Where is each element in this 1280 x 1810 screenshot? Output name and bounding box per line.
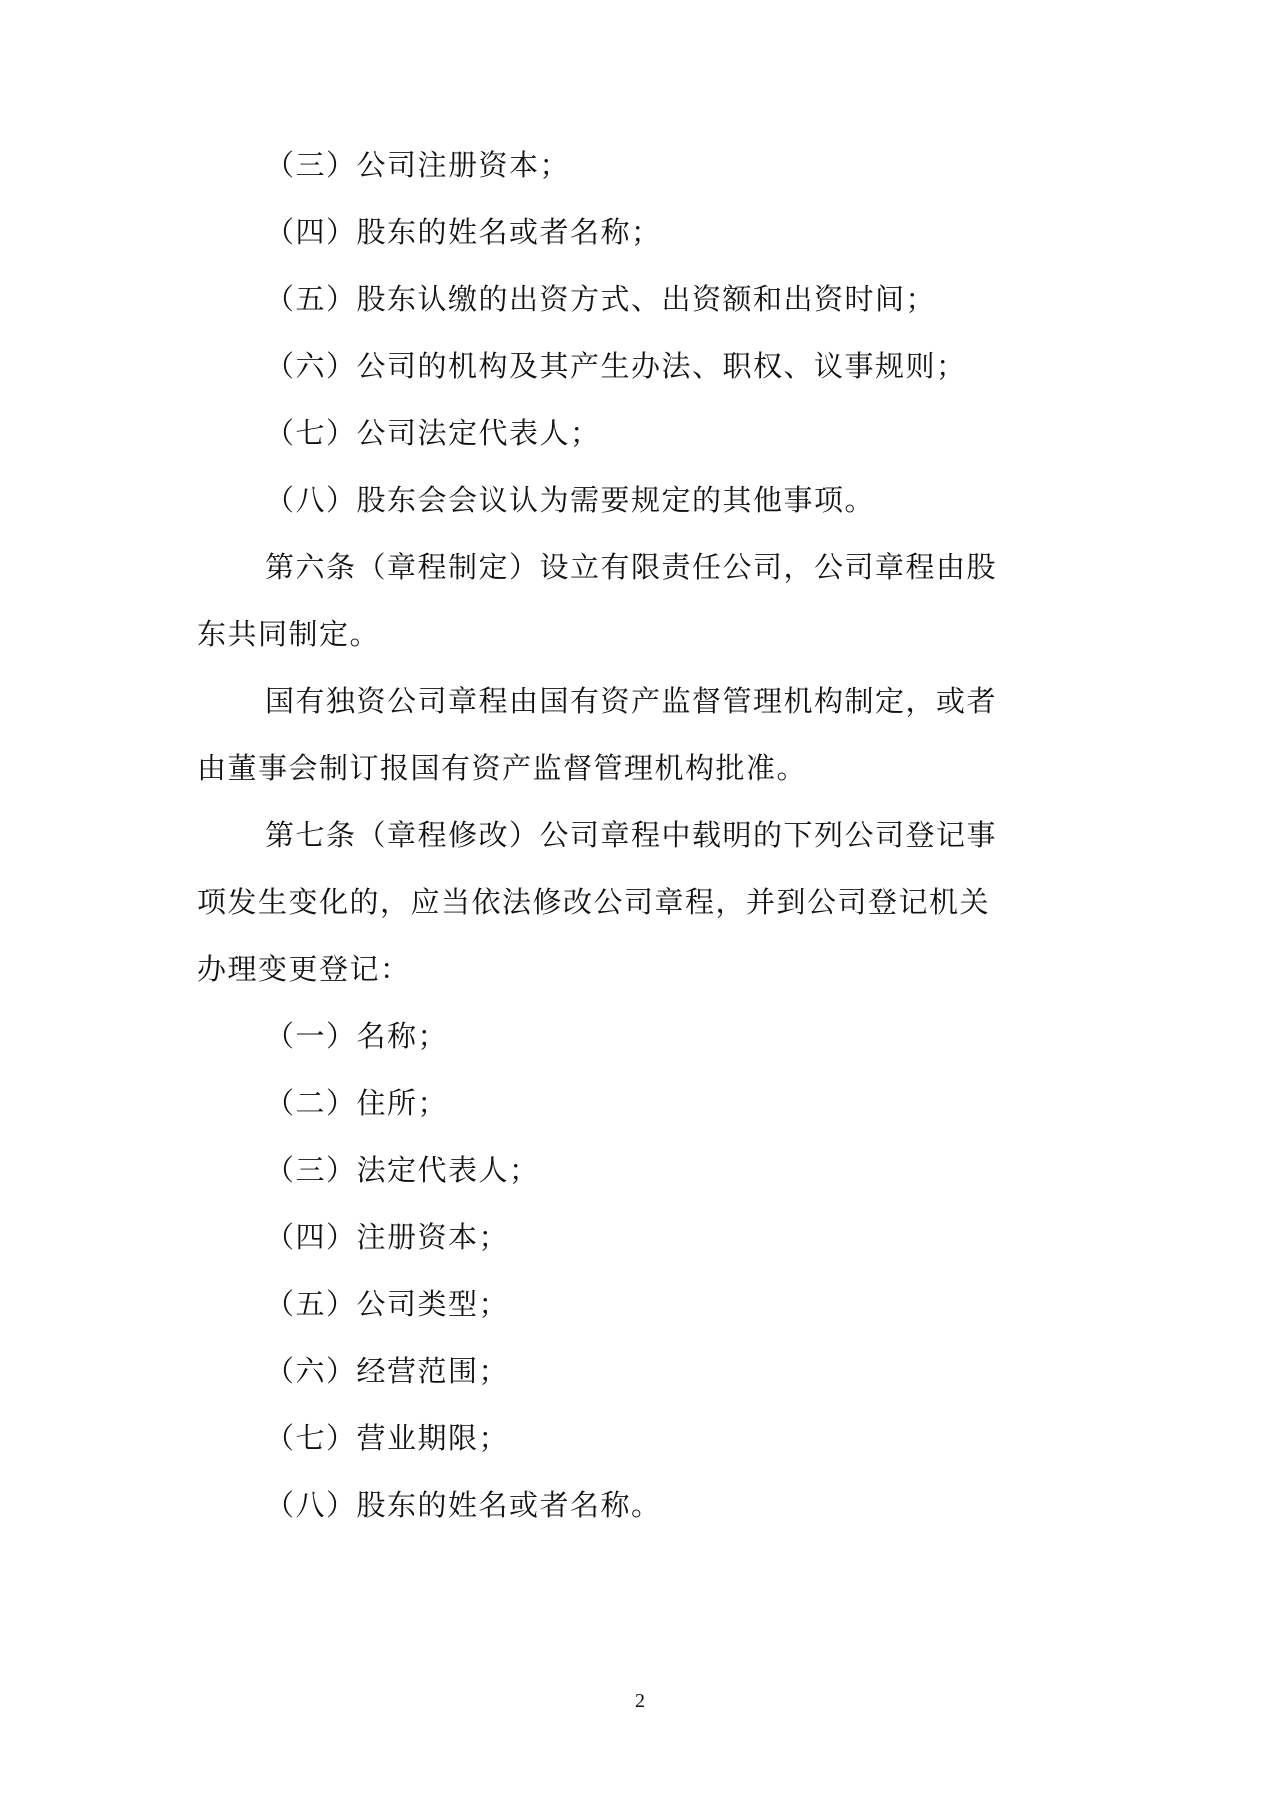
- list-item-organization: （六）公司的机构及其产生办法、职权、议事规则；: [265, 349, 967, 383]
- article-7-line-1: 第七条（章程修改）公司章程中载明的下列公司登记事: [265, 818, 998, 852]
- list-item-shareholder-names: （四）股东的姓名或者名称；: [265, 215, 662, 249]
- article-6-para2-line-1: 国有独资公司章程由国有资产监督管理机构制定，或者: [265, 684, 998, 718]
- list-item-name: （一）名称；: [265, 1019, 449, 1053]
- article-6-line-1: 第六条（章程制定）设立有限责任公司，公司章程由股: [265, 550, 998, 584]
- article-7-line-3: 办理变更登记：: [197, 952, 411, 986]
- article-6-para2-line-2: 由董事会制订报国有资产监督管理机构批准。: [197, 751, 808, 785]
- document-body: [197, 132, 1087, 1539]
- list-item-legal-representative: （三）法定代表人；: [265, 1153, 540, 1187]
- list-item-registered-capital: （四）注册资本；: [265, 1220, 510, 1254]
- list-item-business-term: （七）营业期限；: [265, 1421, 510, 1455]
- list-item-other-matters: （八）股东会会议认为需要规定的其他事项。: [265, 483, 876, 517]
- list-item-contribution: （五）股东认缴的出资方式、出资额和出资时间；: [265, 282, 937, 316]
- list-item-shareholder-names-b: （八）股东的姓名或者名称。: [265, 1488, 662, 1522]
- article-7-line-2: 项发生变化的，应当依法修改公司章程，并到公司登记机关: [197, 885, 991, 919]
- page-number: 2: [635, 1690, 645, 1712]
- list-item-company-type: （五）公司类型；: [265, 1287, 510, 1321]
- list-item-legal-rep: （七）公司法定代表人；: [265, 416, 601, 450]
- article-6-line-2: 东共同制定。: [197, 617, 381, 651]
- list-item-domicile: （二）住所；: [265, 1086, 449, 1120]
- list-item-business-scope: （六）经营范围；: [265, 1354, 510, 1388]
- list-item-shareholder-capital: （三）公司注册资本；: [265, 148, 571, 182]
